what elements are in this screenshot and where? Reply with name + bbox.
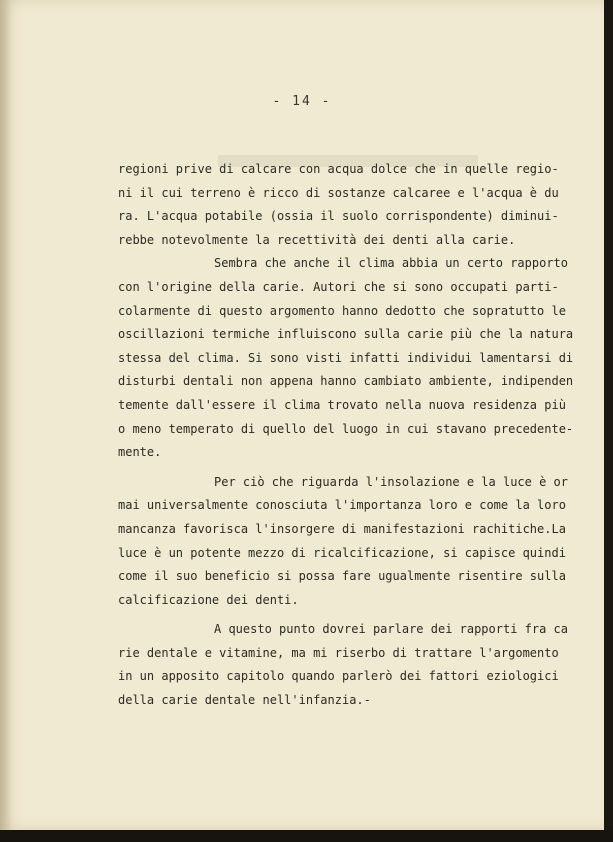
scan-bottom-edge — [0, 830, 613, 842]
text-line: della carie dentale nell'infanzia.- — [118, 693, 371, 708]
text-line: rebbe notevolmente la recettività dei denti alla carie. — [118, 232, 516, 247]
text-line: oscillazioni termiche influiscono sulla carie più che la natura — [118, 327, 574, 342]
paragraph-start-line: Per ciò che riguarda l'insolazione e la luce è or — [214, 474, 569, 489]
text-line: colarmente di questo argomento hanno dedotto che sopratutto le — [118, 303, 566, 318]
text-line: ra. L'acqua potabile (ossia il suolo corrispondente) diminui- — [118, 209, 559, 224]
text-line: come il suo beneficio si possa fare ugualmente risentire sulla — [118, 569, 566, 584]
text-line: luce è un potente mezzo di ricalcificazione, si capisce quindi — [118, 545, 566, 560]
text-line: mente. — [118, 445, 162, 460]
text-line: mai universalmente conosciuta l'importanza loro e come la loro — [118, 498, 566, 513]
text-line: regioni prive di calcare con acqua dolce che in quelle regio- — [118, 162, 559, 176]
text-line: disturbi dentali non appena hanno cambiato ambiente, indipenden — [118, 374, 574, 389]
text-line: calcificazione dei denti. — [118, 592, 299, 607]
text-line: con l'origine della carie. Autori che si sono occupati parti- — [118, 279, 559, 294]
text-line: stessa del clima. Si sono visti infatti individui lamentarsi di — [118, 350, 574, 365]
text-line: rie dentale e vitamine, ma mi riserbo di trattare l'argomento — [118, 645, 559, 660]
text-line: temente dall'essere il clima trovato nella nuova residenza più — [118, 397, 566, 412]
body-text — [118, 158, 588, 713]
text-line: ni il cui terreno è ricco di sostanze calcaree e l'acqua è du — [118, 185, 559, 200]
paragraph-start-line: Sembra che anche il clima abbia un certo rapporto — [214, 256, 569, 271]
text-line: o meno temperato di quello del luogo in cui stavano precedente- — [118, 421, 574, 436]
paragraph-start-line: A questo punto dovrei parlare dei rapporti fra ca — [214, 622, 569, 637]
page-number: - 14 - — [272, 94, 332, 109]
text-line: in un apposito capitolo quando parlerò dei fattori eziologici — [118, 669, 559, 684]
scan-right-edge — [604, 0, 613, 842]
text-line: mancanza favorisca l'insorgere di manifestazioni rachitiche.La — [118, 521, 566, 536]
